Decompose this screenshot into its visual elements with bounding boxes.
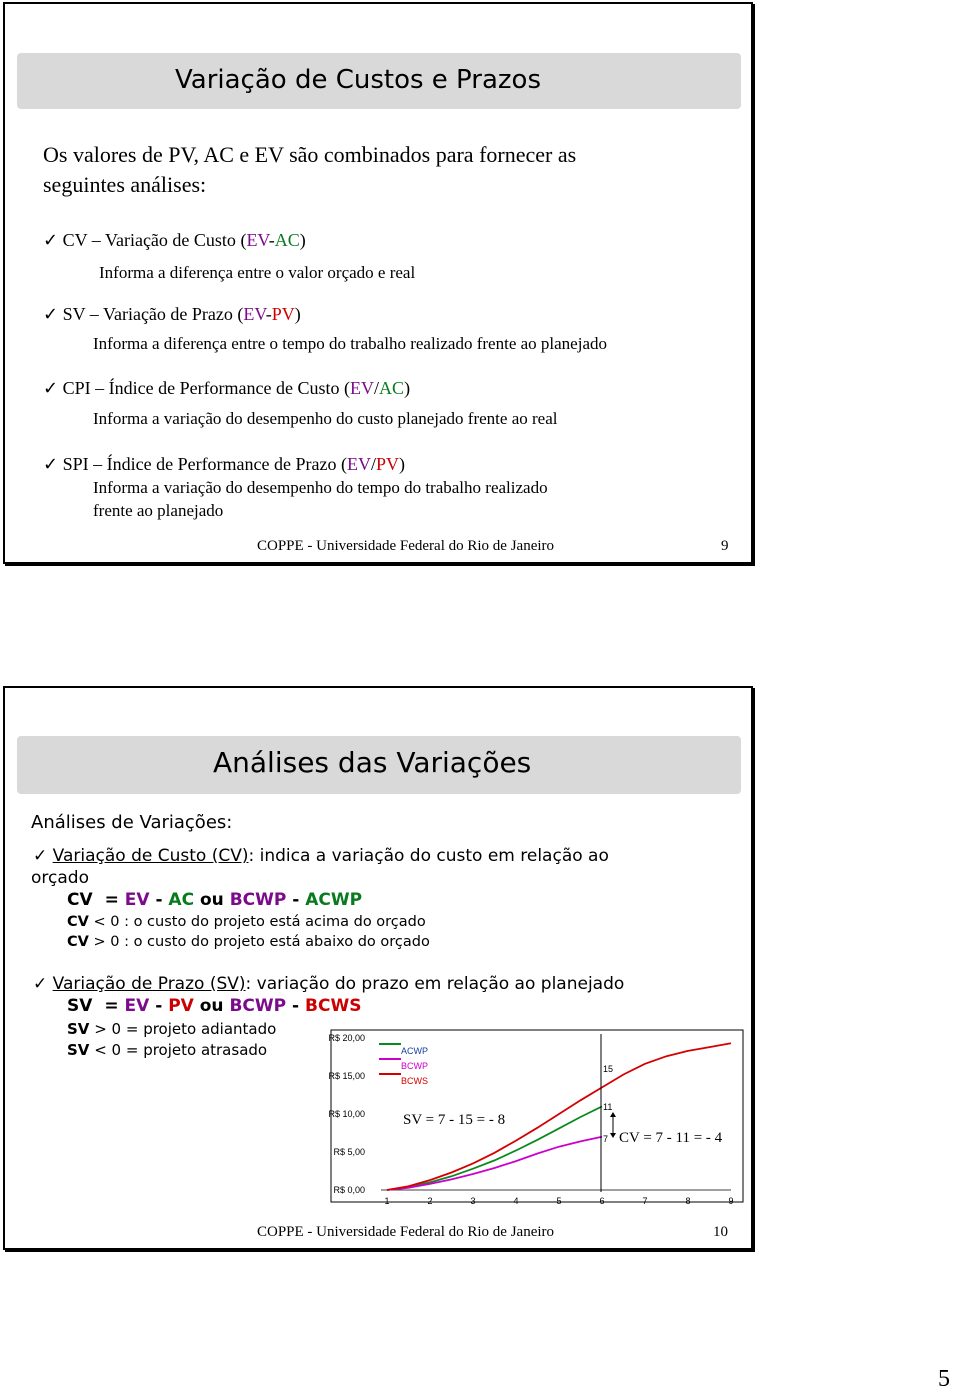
slide-2-page-number: 10	[713, 1224, 728, 1240]
checkmark-icon: ✓	[43, 304, 59, 325]
formula-pv: PV	[168, 996, 194, 1016]
slide-2-subtitle: Análises de Variações:	[31, 812, 233, 833]
formula-bcwp: BCWP	[229, 996, 287, 1016]
item-name: Variação de Custo	[104, 230, 236, 250]
term-ev: EV	[347, 454, 371, 474]
formula-lhs: CV	[67, 890, 93, 910]
item-spi-desc-2: frente ao planejado	[93, 501, 224, 520]
sv-rule-1	[67, 1020, 276, 1038]
chart-frame	[331, 1030, 743, 1202]
term-ev: EV	[246, 230, 269, 250]
x-tick-label: 2	[427, 1196, 433, 1206]
rule-text: < 0 : o custo do projeto está acima do orçado	[93, 914, 426, 930]
formula-minus: -	[292, 996, 300, 1016]
item-dash: –	[91, 230, 101, 250]
slide-1-page-number: 9	[721, 538, 729, 554]
sv-heading-underlined: Variação de Prazo (SV)	[52, 974, 246, 994]
operator: -	[268, 230, 275, 250]
item-spi-heading	[43, 454, 405, 475]
cv-heading-rest: : indica a variação do custo em relação ao	[248, 846, 609, 866]
checkmark-icon: ✓	[43, 230, 59, 251]
legend-label-bcwp: BCWP	[401, 1061, 428, 1071]
operator: /	[374, 378, 380, 398]
x-tick-label: 5	[556, 1196, 562, 1206]
item-abbr: CPI	[62, 378, 91, 398]
page-corner-number: 5	[938, 1366, 950, 1392]
checkmark-icon: ✓	[33, 974, 48, 994]
slide-1-title-bar	[17, 53, 741, 109]
formula-minus: -	[155, 996, 163, 1016]
term-ev: EV	[350, 378, 375, 398]
formula-ev: EV	[124, 996, 150, 1016]
cv-rule-2	[67, 934, 430, 950]
term-ac: AC	[274, 230, 300, 250]
paren-close: )	[404, 378, 411, 398]
formula-ac: AC	[168, 890, 195, 910]
formula-acwp: ACWP	[305, 890, 363, 910]
y-tick-label: R$ 15,00	[328, 1071, 365, 1081]
paren-close: )	[299, 230, 306, 250]
y-tick-label: R$ 5,00	[333, 1147, 365, 1157]
intro-line-1: Os valores de PV, AC e EV são combinados para fornecer as	[43, 142, 577, 167]
y-tick-label: R$ 0,00	[333, 1185, 365, 1195]
term-pv: PV	[271, 304, 295, 324]
sv-annotation: SV = 7 - 15 = - 8	[403, 1112, 506, 1128]
rule-text: > 0 = projeto adiantado	[94, 1020, 277, 1038]
term-ev: EV	[243, 304, 266, 324]
item-sv-desc: Informa a diferença entre o tempo do trabalho realizado frente ao planejado	[93, 334, 607, 353]
slide-1-footer: COPPE - Universidade Federal do Rio de Janeiro	[257, 538, 555, 554]
sv-formula	[67, 996, 361, 1016]
paren-close: )	[294, 304, 301, 324]
item-dash: –	[93, 454, 103, 474]
rule-abbr: CV	[67, 914, 89, 930]
checkmark-icon: ✓	[43, 378, 59, 399]
paren-close: )	[399, 454, 406, 474]
item-name: Variação de Prazo	[102, 304, 233, 324]
item-abbr: SV	[62, 304, 86, 324]
formula-ev: EV	[124, 890, 150, 910]
item-name: Índice de Performance de Prazo	[106, 454, 337, 474]
paren-open: (	[341, 454, 347, 474]
checkmark-icon: ✓	[33, 846, 48, 866]
x-tick-label: 8	[685, 1196, 691, 1206]
x-tick-label: 3	[470, 1196, 476, 1206]
rule-abbr: SV	[67, 1020, 90, 1038]
rule-text: < 0 = projeto atrasado	[94, 1041, 268, 1059]
paren-open: (	[237, 304, 244, 324]
slide-2-title: Análises das Variações	[213, 746, 532, 779]
operator: /	[371, 454, 377, 474]
rule-abbr: SV	[67, 1041, 90, 1059]
item-cpi-desc: Informa a variação do desempenho do custo planejado frente ao real	[93, 409, 558, 428]
formula-bcwp: BCWP	[229, 890, 287, 910]
annotation-15: 15	[603, 1064, 614, 1074]
formula-ou: ou	[199, 890, 224, 910]
item-spi-desc-1: Informa a variação do desempenho do tempo do trabalho realizado	[93, 478, 548, 497]
formula-ou: ou	[199, 996, 224, 1016]
item-name: Índice de Performance de Custo	[108, 378, 340, 398]
slide-1	[3, 2, 753, 564]
y-tick-label: R$ 20,00	[328, 1033, 365, 1043]
cv-heading-underlined: Variação de Custo (CV)	[52, 846, 249, 866]
item-sv-heading	[43, 304, 301, 325]
item-cpi-heading	[43, 378, 410, 399]
rule-text: > 0 : o custo do projeto está abaixo do orçado	[93, 934, 430, 950]
formula-minus: -	[155, 890, 163, 910]
sv-heading-rest: : variação do prazo em relação ao planejado	[245, 974, 625, 994]
sv-heading	[33, 974, 624, 994]
intro-line-2: seguintes análises:	[43, 172, 207, 197]
paren-open: (	[240, 230, 247, 250]
x-tick-label: 1	[384, 1196, 390, 1206]
formula-minus: -	[292, 890, 300, 910]
x-tick-label: 9	[728, 1196, 734, 1206]
cv-heading-line-2: orçado	[31, 868, 89, 888]
formula-lhs: SV	[67, 996, 93, 1016]
cv-formula	[67, 890, 362, 910]
slide-2-footer: COPPE - Universidade Federal do Rio de Janeiro	[257, 1224, 555, 1240]
y-tick-label: R$ 10,00	[328, 1109, 365, 1119]
sv-rule-2	[67, 1041, 267, 1059]
legend-label-acwp: ACWP	[401, 1046, 428, 1056]
operator: -	[265, 304, 272, 324]
legend-label-bcws: BCWS	[401, 1076, 428, 1086]
x-tick-label: 6	[599, 1196, 605, 1206]
item-cv-heading	[43, 230, 306, 251]
earned-value-chart	[327, 1028, 747, 1218]
x-tick-label: 4	[513, 1196, 519, 1206]
annotation-11: 11	[603, 1102, 613, 1112]
cv-heading	[33, 846, 609, 866]
formula-bcws: BCWS	[305, 996, 362, 1016]
slide-2-title-bar	[17, 736, 741, 794]
slide-2	[3, 686, 753, 1250]
annotation-7: 7	[603, 1134, 609, 1144]
formula-eq: =	[104, 996, 119, 1016]
formula-eq: =	[104, 890, 119, 910]
term-ac: AC	[379, 378, 405, 398]
item-cv-desc: Informa a diferença entre o valor orçado e real	[99, 263, 416, 282]
cv-annotation: CV = 7 - 11 = - 4	[619, 1130, 723, 1146]
item-abbr: CV	[62, 230, 88, 250]
cv-rule-1	[67, 914, 426, 930]
item-dash: –	[89, 304, 99, 324]
item-abbr: SPI	[62, 454, 89, 474]
x-tick-label: 7	[642, 1196, 648, 1206]
slide-1-title: Variação de Custos e Prazos	[175, 65, 542, 95]
checkmark-icon: ✓	[43, 454, 59, 475]
rule-abbr: CV	[67, 934, 89, 950]
term-pv: PV	[376, 454, 400, 474]
item-dash: –	[95, 378, 105, 398]
paren-open: (	[344, 378, 351, 398]
